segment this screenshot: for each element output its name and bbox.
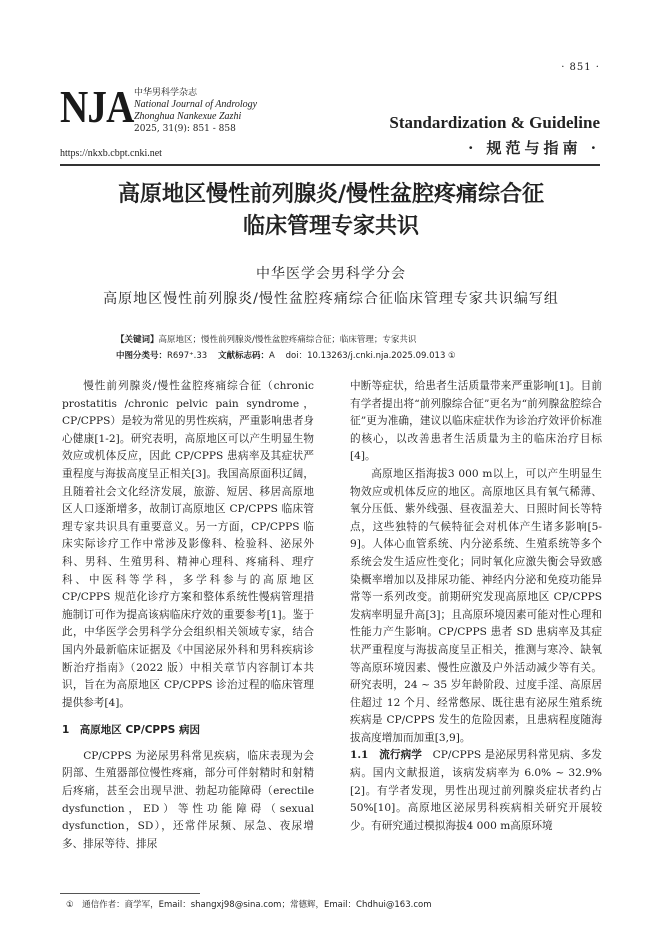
journal-name-pinyin: Zhonghua Nankexue Zazhi: [134, 111, 242, 122]
journal-issue: 2025, 31(9): 851 - 858: [134, 124, 236, 134]
clc-number: R697⁺.33: [167, 351, 208, 361]
section-en: Standardization & Guideline: [389, 113, 600, 132]
journal-name-en: National Journal of Andrology: [134, 99, 258, 110]
authors: [60, 262, 602, 312]
section-cn: · 规范与指南 ·: [468, 139, 600, 157]
left-column: [62, 378, 314, 853]
title-line-2: 临床管理专家共识: [242, 213, 419, 239]
section-heading: [389, 113, 600, 158]
keywords-label: 【关键词】: [116, 335, 159, 345]
clc-label: 中图分类号：: [116, 351, 168, 361]
keywords-block: [116, 332, 556, 364]
footnote: ① 通信作者：商学军，Email：shangxj98@sina.com；常德辉，Email：Chdhui@163.com: [66, 900, 432, 910]
right-paragraph-3: CP/CPPS 是泌尿男科常见病、多发病。国内文献报道，该病发病率为 6.0% ~ 32.9%[2]。有学者发现，男性出现过前列腺炎症状者约占 50%[10]。高原地区泌尿男科疾病相关研究开展较少。有研究通过模拟海拔4 000 m高原环境: [350, 749, 602, 832]
doi[interactable]: doi：10.13263/j.cnki.nja.2025.09.013 ①: [285, 351, 456, 361]
journal-logo: NJA: [60, 81, 134, 132]
header-rule: [60, 164, 600, 166]
title-line-1: 高原地区慢性前列腺炎/慢性盆腔疼痛综合征: [117, 181, 545, 207]
right-paragraph-2: 高原地区指海拔3 000 m以上，可以产生明显生物效应或机体反应的地区。高原地区具有氧气稀薄、氧分压低、紫外线强、昼夜温差大、日照时间长等特点，这些独特的气候特征会对机体产生诸多影响[5-9]。人体心血管系统、内分泌系统、生殖系统等多个系统会发生适应性变化；同时氧化应激失衡会导致感染概率增加以及排尿功能、神经内分泌和免疫功能异常等一系列改变。前期研究发现高原地区 CP/CPPS 发病率明显升高[3]；且高原环境因素可能对性心理和性能力产生影响。CP/CPPS 患者 SD 患病率及其症状严重程度与海拔高度呈正相关，推测与寒冷、缺氧等高原环境因素、慢性应激及户外活动减少等有关。研究表明，24 ~ 35 岁年龄阶段、过度手淫、高原居住超过 12 个月、经常憋尿、既往患有泌尿生殖系统疾病是 CP/CPPS 发生的危险因素，且患病程度随海拔高度增加而加重[3,9]。: [350, 467, 602, 744]
right-paragraph-1: 中断等症状，给患者生活质量带来严重影响[1]。目前有学者提出将“前列腺综合征”更名为“前列腺盆腔综合征”更为准确，建议以临床症状作为诊治疗效评价标准的核心，以改善患者生活质量为主的临床治疗目标[4]。: [350, 380, 602, 463]
section-1-heading: 1 高原地区 CP/CPPS 病因: [62, 724, 201, 737]
authors-line-2: 高原地区慢性前列腺炎/慢性盆腔疼痛综合征临床管理专家共识编写组: [103, 291, 559, 307]
journal-url[interactable]: https://nkxb.cbpt.cnki.net: [60, 148, 162, 159]
footnote-rule: [60, 893, 200, 894]
page-number: · 851 ·: [561, 62, 600, 73]
doc-code-label: 文献标志码：: [217, 351, 269, 361]
subsection-1-1-label: 1.1 流行病学: [350, 749, 422, 762]
journal-info: [134, 87, 257, 135]
right-column: [350, 378, 602, 835]
article-title: [60, 178, 602, 242]
left-paragraph-2: CP/CPPS 为泌尿男科常见疾病，临床表现为会阴部、生殖器部位慢性疼痛，部分可伴射精时和射精后疼痛，甚至会出现早泄、勃起功能障碍（erectile dysfunction，ED）等性功能障碍（sexual dysfunction，SD），还常伴尿频、尿急、夜尿增多、排尿等待、排尿: [62, 749, 314, 850]
journal-name-cn: 中华男科学杂志: [134, 88, 198, 98]
keywords: 高原地区；慢性前列腺炎/慢性盆腔疼痛综合征；临床管理；专家共识: [158, 335, 417, 345]
doc-code: A: [268, 351, 275, 361]
left-paragraph-1: 慢性前列腺炎/慢性盆腔疼痛综合征（chronic prostatitis /chronic pelvic pain syndrome，CP/CPPS）是较为常见的男性疾病，严重影响患者身心健康[1-2]。研究表明，高原地区可以产生明显生物效应或机体反应，因此 CP/CPPS 患病率及其症状严重程度与海拔高度呈正相关[3]。我国高原面积辽阔，且随着社会文化经济发展，旅游、短居、移居高原地区人口逐渐增多，故制订高原地区 CP/CPPS 临床管理专家共识具有重要意义。另一方面，CP/CPPS 临床实际诊疗工作中常涉及影像科、检验科、泌尿外科、男科、生殖男科、精神心理科、疼痛科、理疗科、中医科等学科，多学科参与的高原地区 CP/CPPS 规范化诊疗方案和整体系统性慢病管理措施制订可作为提高该病临床疗效的重要参考[1]。鉴于此，中华医学会男科学分会组织相关领域专家，结合国内外最新临床证据及《中国泌尿外科和男科疾病诊断治疗指南》（2022 版）中相关章节内容制订本共识，旨在为高原地区 CP/CPPS 诊治过程的临床管理提供参考[4]。: [62, 380, 314, 709]
authors-line-1: 中华医学会男科学分会: [256, 266, 406, 282]
